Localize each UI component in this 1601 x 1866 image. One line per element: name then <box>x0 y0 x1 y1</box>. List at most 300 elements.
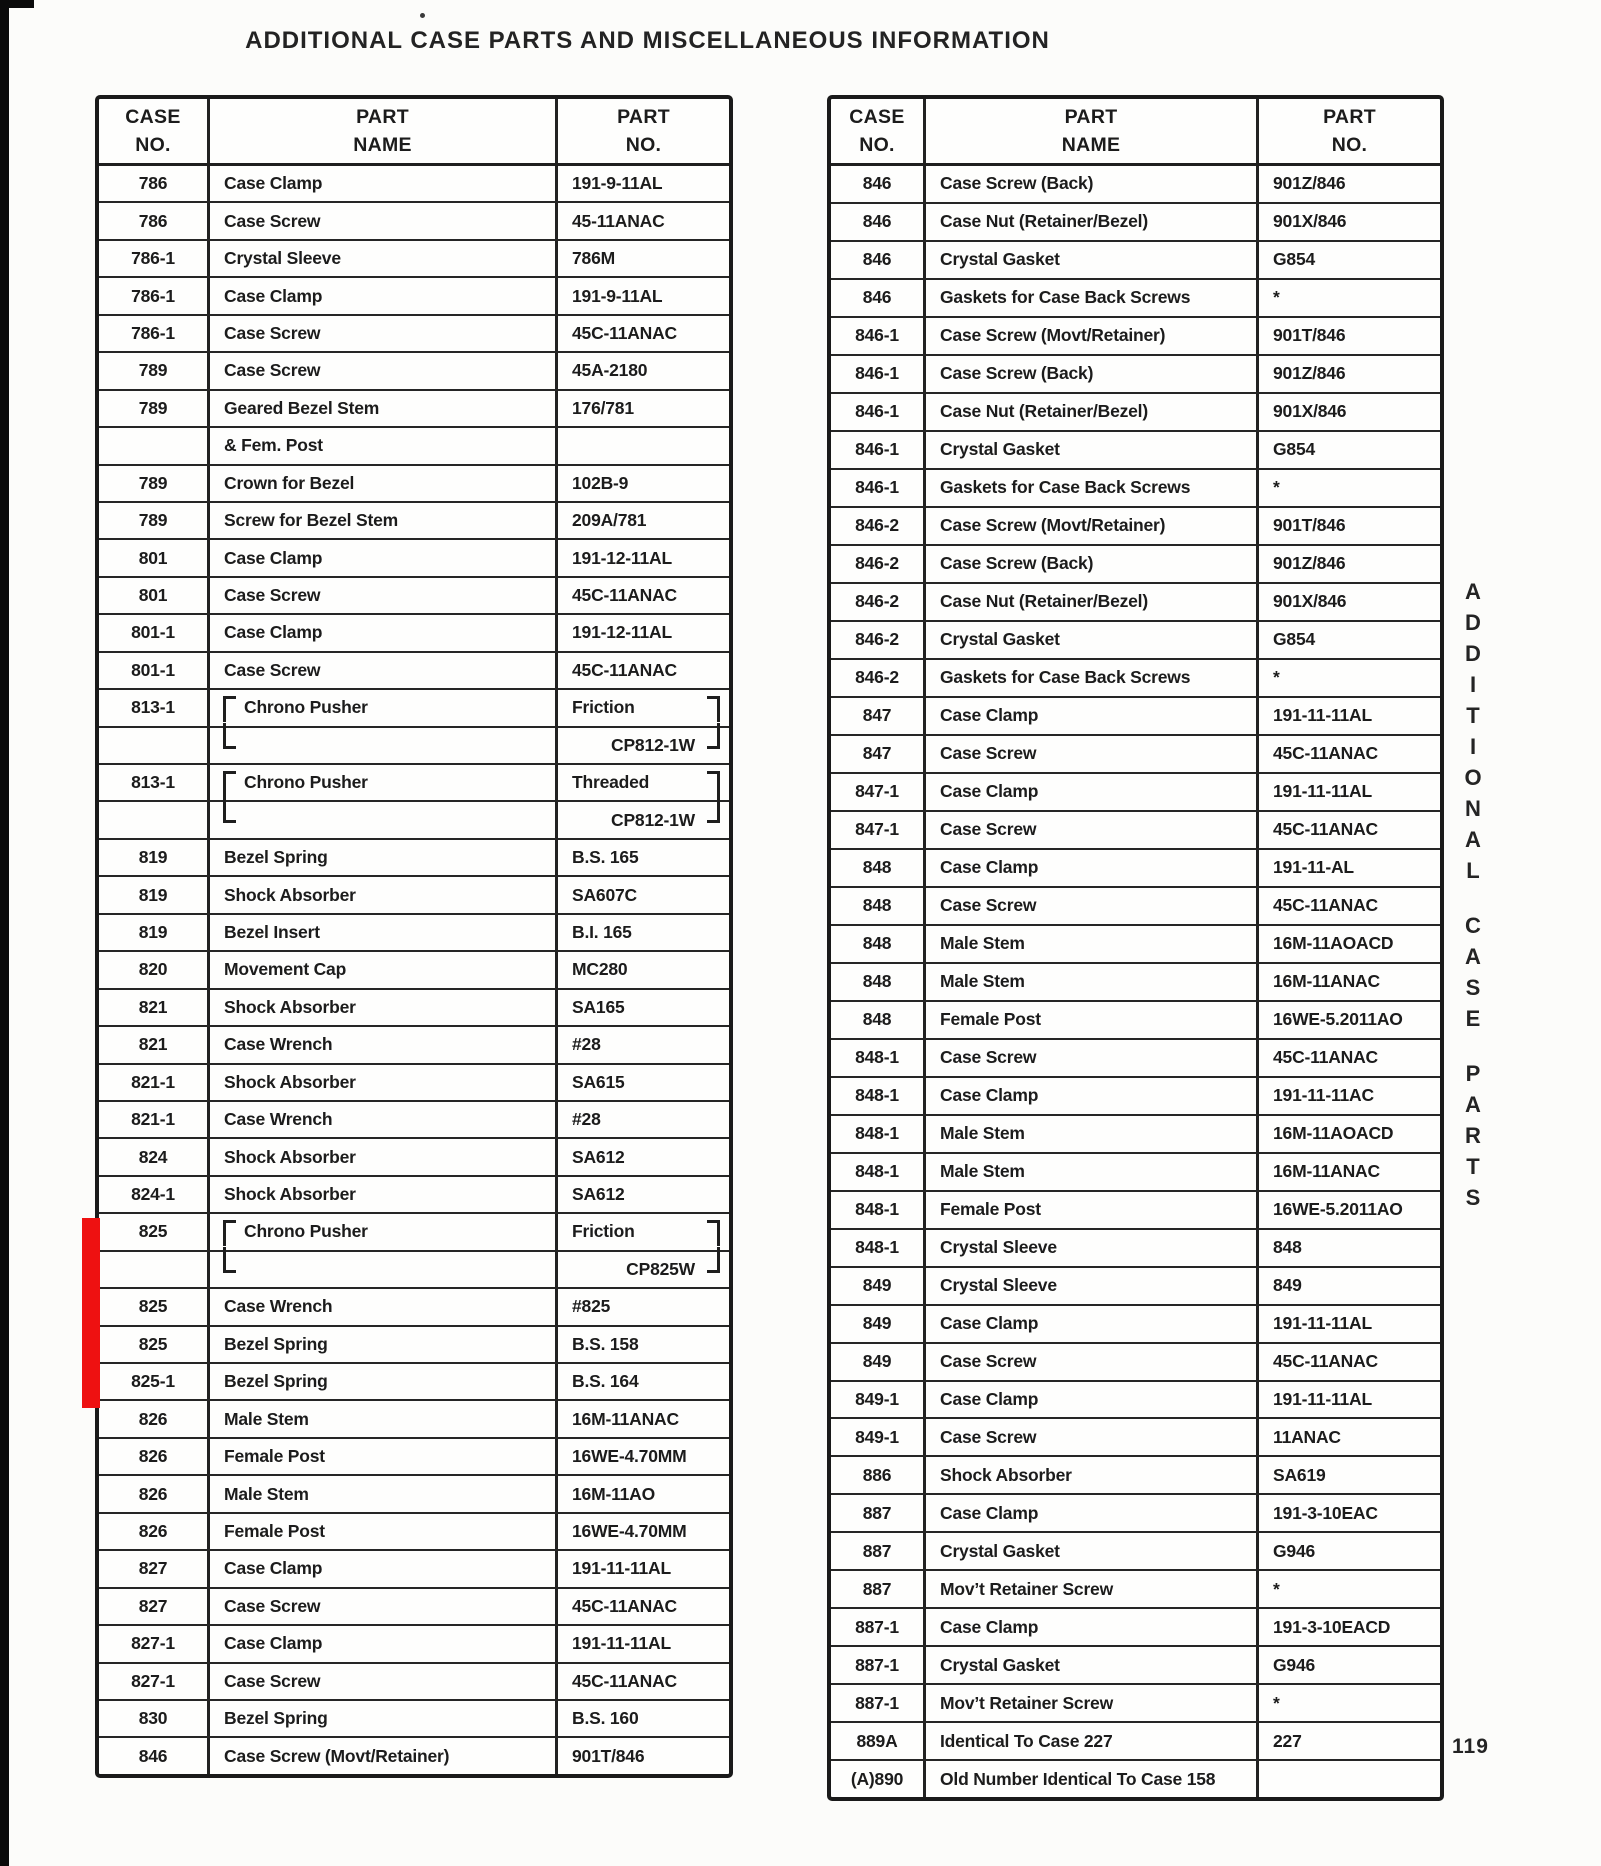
side-label-letter: A <box>1465 1092 1481 1117</box>
case-no-cell: 825 <box>99 1327 210 1362</box>
part-name-text: Male Stem <box>940 1123 1025 1144</box>
table-row <box>99 952 729 989</box>
part-name-text: Case Screw (Movt/Retainer) <box>224 1745 450 1766</box>
part-no-cell <box>1259 622 1440 658</box>
bracket-corner-icon <box>707 797 720 823</box>
table-row <box>99 915 729 952</box>
table-row <box>831 660 1440 698</box>
header-line: NAME <box>1061 134 1121 156</box>
part-name-text: Old Number Identical To Case 158 <box>940 1768 1216 1789</box>
part-no-text: 191-3-10EAC <box>1273 1502 1378 1523</box>
case-no-cell: 846 <box>831 280 926 316</box>
table-row <box>99 466 729 503</box>
part-no-cell <box>558 1214 729 1249</box>
part-no-text: 191-3-10EACD <box>1273 1616 1391 1637</box>
case-no-cell: 846 <box>831 242 926 278</box>
part-no-cell <box>1259 1002 1440 1038</box>
part-name-cell <box>926 242 1259 278</box>
part-no-cell <box>558 1065 729 1100</box>
part-name-cell <box>926 736 1259 772</box>
table-row <box>831 1457 1440 1495</box>
part-no-text: 11ANAC <box>1273 1426 1341 1447</box>
case-no-cell: 847 <box>831 698 926 734</box>
part-no-cell <box>558 203 729 238</box>
part-name-text: Case Screw (Back) <box>940 173 1094 194</box>
case-no-cell: 847 <box>831 736 926 772</box>
part-name-cell <box>926 1685 1259 1721</box>
table-row <box>99 1252 729 1289</box>
part-name-text: Case Screw (Back) <box>940 363 1094 384</box>
part-name-cell <box>210 166 558 201</box>
part-name-text: Crown for Bezel <box>224 472 355 493</box>
part-name-cell <box>210 840 558 875</box>
header-line: NO. <box>135 134 171 156</box>
header-line: CASE <box>125 105 181 128</box>
part-no-text: 901X/846 <box>1273 401 1347 422</box>
table-row <box>99 1514 729 1551</box>
part-no-cell <box>558 166 729 201</box>
part-no-text: 45C-11ANAC <box>572 1595 677 1616</box>
part-name-cell <box>926 1495 1259 1531</box>
case-no-cell: 825 <box>99 1214 210 1249</box>
table-row <box>99 278 729 315</box>
part-no-cell <box>558 1626 729 1661</box>
side-label-letter: A <box>1465 827 1481 852</box>
part-no-cell <box>558 503 729 538</box>
case-no-cell: 801 <box>99 540 210 575</box>
case-no-cell: 887-1 <box>831 1685 926 1721</box>
table-row <box>99 653 729 690</box>
side-label-letter: A <box>1465 944 1481 969</box>
part-no-cell <box>1259 1761 1440 1797</box>
part-name-text: Male Stem <box>940 1161 1025 1182</box>
part-no-text: 901X/846 <box>1273 211 1347 232</box>
part-name-text: Case Screw <box>940 1351 1037 1371</box>
part-no-text: * <box>1273 1578 1280 1599</box>
part-name-cell <box>926 964 1259 1000</box>
part-no-cell <box>1259 166 1440 202</box>
part-no-text: SA165 <box>572 996 625 1017</box>
table-row <box>831 394 1440 432</box>
case-no-cell <box>99 802 210 837</box>
part-name-cell <box>926 1647 1259 1683</box>
case-no-cell: 821 <box>99 1027 210 1062</box>
part-name-text: Case Nut (Retainer/Bezel) <box>940 591 1148 612</box>
part-no-text: 16WE-5.2011AO <box>1273 1199 1403 1220</box>
table-row <box>99 1401 729 1438</box>
part-no-cell <box>558 1139 729 1174</box>
part-no-cell <box>1259 736 1440 772</box>
part-name-text: Case Clamp <box>940 1085 1039 1106</box>
part-name-cell <box>210 578 558 613</box>
side-label-letter: E <box>1465 1006 1481 1031</box>
part-name-text: Female Post <box>940 1009 1041 1030</box>
part-name-text: Chrono Pusher <box>244 772 368 793</box>
part-name-cell <box>210 765 558 800</box>
part-no-text: 16M-11AOACD <box>1273 933 1394 954</box>
side-label-letter: N <box>1465 796 1481 821</box>
red-highlight-mark <box>82 1218 100 1408</box>
part-name-cell <box>926 1382 1259 1418</box>
part-name-text: Female Post <box>224 1446 325 1467</box>
bracket-corner-icon <box>223 1220 236 1246</box>
part-name-text: Case Screw (Back) <box>940 553 1094 574</box>
part-no-text: G946 <box>1273 1540 1316 1561</box>
part-name-cell <box>926 318 1259 354</box>
table-row <box>99 1701 729 1738</box>
table-row <box>99 990 729 1027</box>
part-no-text: 227 <box>1273 1730 1302 1751</box>
part-name-text: Male Stem <box>224 1483 309 1504</box>
part-name-text: Case Screw <box>224 360 321 381</box>
part-no-cell <box>558 690 729 725</box>
part-no-cell <box>1259 432 1440 468</box>
part-name-text: Shock Absorber <box>940 1464 1072 1485</box>
case-no-cell: 847-1 <box>831 812 926 848</box>
case-no-cell: 801 <box>99 578 210 613</box>
part-no-cell <box>1259 470 1440 506</box>
part-no-text: 191-11-11AL <box>1273 1313 1372 1334</box>
part-name-cell <box>210 1514 558 1549</box>
table-row <box>99 1476 729 1513</box>
side-label-letter: A <box>1465 579 1481 604</box>
part-name-cell <box>926 888 1259 924</box>
part-name-cell <box>210 428 558 463</box>
part-name-cell <box>210 1027 558 1062</box>
part-no-text: 16WE-4.70MM <box>572 1520 687 1541</box>
part-no-cell <box>1259 1230 1440 1266</box>
table-row <box>99 615 729 652</box>
part-no-cell <box>558 615 729 650</box>
part-name-text: Identical To Case 227 <box>940 1730 1113 1751</box>
table-row <box>99 1589 729 1626</box>
case-no-cell: 848 <box>831 850 926 886</box>
table-row <box>99 578 729 615</box>
side-label-letter: S <box>1465 1185 1481 1210</box>
part-name-text: Case Screw <box>224 659 321 680</box>
part-no-cell <box>1259 1116 1440 1152</box>
part-no-cell <box>558 466 729 501</box>
part-no-text: G854 <box>1273 629 1316 650</box>
part-no-cell <box>1259 508 1440 544</box>
part-name-cell <box>210 203 558 238</box>
part-name-cell <box>926 1154 1259 1190</box>
part-name-text: Crystal Sleeve <box>940 1275 1057 1296</box>
case-no-cell: 846-1 <box>831 432 926 468</box>
table-row <box>99 241 729 278</box>
part-no-cell <box>558 428 729 463</box>
table-row <box>831 1495 1440 1533</box>
part-name-cell <box>210 990 558 1025</box>
part-no-text: 901T/846 <box>1273 515 1346 536</box>
case-no-cell: 824-1 <box>99 1177 210 1212</box>
part-no-text: 45C-11ANAC <box>572 322 677 343</box>
table-row <box>831 1419 1440 1457</box>
part-name-text: Bezel Spring <box>224 1333 328 1354</box>
table-row <box>99 1214 729 1251</box>
part-no-cell <box>558 278 729 313</box>
table-row <box>99 353 729 390</box>
part-name-text: Case Screw (Movt/Retainer) <box>940 515 1166 536</box>
case-no-cell: 848-1 <box>831 1078 926 1114</box>
case-no-cell: 846-2 <box>831 660 926 696</box>
table-row <box>99 802 729 839</box>
part-name-text: Case Clamp <box>940 705 1039 726</box>
part-no-cell <box>1259 204 1440 240</box>
table-row <box>831 546 1440 584</box>
part-no-text: 209A/781 <box>572 510 647 531</box>
part-no-cell <box>558 728 729 763</box>
part-no-text: SA615 <box>572 1071 625 1092</box>
case-no-cell: 846 <box>99 1738 210 1773</box>
part-name-text: Case Clamp <box>224 622 323 643</box>
case-no-cell: 789 <box>99 391 210 426</box>
table-row <box>99 1027 729 1064</box>
part-no-cell <box>1259 1571 1440 1607</box>
part-name-cell <box>926 432 1259 468</box>
side-label-letter: R <box>1465 1123 1481 1148</box>
part-no-cell <box>558 241 729 276</box>
part-name-text: Case Clamp <box>940 781 1039 802</box>
table-row <box>831 318 1440 356</box>
case-no-cell: 826 <box>99 1439 210 1474</box>
case-no-cell: 849 <box>831 1268 926 1304</box>
part-no-cell <box>1259 394 1440 430</box>
case-no-cell: 886 <box>831 1457 926 1493</box>
part-no-cell <box>1259 660 1440 696</box>
part-no-text: 45C-11ANAC <box>1273 819 1378 840</box>
table-row <box>99 316 729 353</box>
part-no-cell <box>1259 242 1440 278</box>
part-name-text: Movement Cap <box>224 959 347 980</box>
part-no-cell <box>1259 1457 1440 1493</box>
part-no-text: B.S. 158 <box>572 1333 639 1354</box>
table-row <box>99 1664 729 1701</box>
part-name-text: Case Wrench <box>224 1034 333 1055</box>
case-no-cell: 848 <box>831 1002 926 1038</box>
part-name-cell <box>926 394 1259 430</box>
case-no-cell: 846 <box>831 204 926 240</box>
part-no-text: CP812-1W <box>611 809 695 830</box>
part-no-text: * <box>1273 287 1280 308</box>
side-label-letter: L <box>1466 858 1480 883</box>
part-name-text: Case Nut (Retainer/Bezel) <box>940 401 1148 422</box>
part-no-text: 45C-11ANAC <box>1273 895 1378 916</box>
part-name-cell <box>210 615 558 650</box>
table-rows <box>99 166 729 1774</box>
part-no-cell <box>558 578 729 613</box>
part-no-text: 191-9-11AL <box>572 173 663 194</box>
part-name-text: Case Screw <box>940 743 1037 764</box>
part-no-text: 16M-11ANAC <box>1273 1161 1380 1182</box>
part-name-cell <box>926 1419 1259 1455</box>
table-row <box>99 166 729 203</box>
column-header-case-no <box>831 99 926 163</box>
part-name-text: Shock Absorber <box>224 884 356 905</box>
scan-edge-strip <box>0 0 9 1866</box>
part-name-text: Male Stem <box>224 1408 309 1429</box>
part-name-text: Case Clamp <box>224 285 323 306</box>
table-row <box>99 391 729 428</box>
part-no-cell <box>1259 1419 1440 1455</box>
part-name-cell <box>926 280 1259 316</box>
side-tab-label <box>1455 576 1491 1213</box>
table-row <box>831 470 1440 508</box>
case-parts-table-right <box>827 95 1444 1801</box>
part-name-text: Case Clamp <box>940 1502 1039 1523</box>
part-no-cell <box>1259 1685 1440 1721</box>
part-name-cell <box>926 1040 1259 1076</box>
part-no-text: 16WE-4.70MM <box>572 1446 687 1467</box>
part-no-cell <box>1259 356 1440 392</box>
part-no-text: * <box>1273 667 1280 688</box>
part-name-cell <box>926 584 1259 620</box>
part-no-text: 191-9-11AL <box>572 285 663 306</box>
case-no-cell: 846-1 <box>831 470 926 506</box>
part-no-cell <box>1259 1078 1440 1114</box>
header-line: PART <box>1323 105 1376 128</box>
table-row <box>831 508 1440 546</box>
part-name-text: Case Screw <box>940 1047 1037 1068</box>
part-name-cell <box>926 1571 1259 1607</box>
part-name-text: Crystal Gasket <box>940 1540 1060 1561</box>
part-name-cell <box>210 466 558 501</box>
table-row <box>99 1102 729 1139</box>
column-header-part-no <box>1259 99 1440 163</box>
part-no-cell <box>1259 850 1440 886</box>
part-no-cell <box>1259 584 1440 620</box>
table-row <box>831 888 1440 926</box>
part-no-text: 16M-11AO <box>572 1483 656 1504</box>
part-no-text: 45C-11ANAC <box>572 1670 677 1691</box>
bracket-corner-icon <box>223 1247 236 1273</box>
table-row <box>99 1738 729 1773</box>
page-title: ADDITIONAL CASE PARTS AND MISCELLANEOUS INFORMATION <box>245 27 1050 54</box>
table-row <box>831 356 1440 394</box>
table-row <box>831 1230 1440 1268</box>
part-name-cell <box>210 1439 558 1474</box>
part-no-cell <box>1259 926 1440 962</box>
case-no-cell: 826 <box>99 1514 210 1549</box>
part-name-cell <box>210 391 558 426</box>
part-no-cell <box>558 1589 729 1624</box>
part-name-text: Gaskets for Case Back Screws <box>940 477 1191 498</box>
part-name-text: Case Nut (Retainer/Bezel) <box>940 211 1148 232</box>
case-no-cell: 827 <box>99 1589 210 1624</box>
case-no-cell: 819 <box>99 915 210 950</box>
part-no-text: B.I. 165 <box>572 921 632 942</box>
part-no-text: 45C-11ANAC <box>572 585 677 606</box>
part-name-text: Case Screw <box>224 210 321 231</box>
table-row <box>831 1192 1440 1230</box>
header-line: CASE <box>849 105 905 128</box>
part-no-text: 848 <box>1273 1237 1302 1258</box>
part-no-cell <box>558 1439 729 1474</box>
part-name-cell <box>926 622 1259 658</box>
part-name-cell <box>210 1664 558 1699</box>
table-row <box>831 1533 1440 1571</box>
case-no-cell: 786 <box>99 203 210 238</box>
part-name-cell <box>926 812 1259 848</box>
part-no-cell <box>558 1551 729 1586</box>
case-no-cell <box>99 728 210 763</box>
part-name-text: Case Clamp <box>224 1558 323 1579</box>
table-row <box>99 1551 729 1588</box>
part-no-cell <box>1259 318 1440 354</box>
part-no-text: MC280 <box>572 959 628 980</box>
part-no-text: 901Z/846 <box>1273 553 1346 574</box>
table-row <box>831 1268 1440 1306</box>
part-no-text: Friction <box>572 1221 635 1242</box>
table-row <box>99 840 729 877</box>
part-name-cell <box>926 1533 1259 1569</box>
part-name-text: Case Screw (Movt/Retainer) <box>940 325 1166 346</box>
bracket-corner-icon <box>223 696 236 722</box>
part-no-text: 191-11-11AL <box>1273 781 1372 802</box>
case-no-cell <box>99 428 210 463</box>
part-no-cell <box>1259 1495 1440 1531</box>
table-row <box>831 1040 1440 1078</box>
part-name-text: Case Clamp <box>940 1388 1039 1409</box>
part-name-cell <box>926 546 1259 582</box>
part-no-text: Friction <box>572 697 635 718</box>
part-name-cell <box>926 1002 1259 1038</box>
case-no-cell: 889A <box>831 1723 926 1759</box>
column-header-part-no <box>558 99 729 163</box>
part-name-text: Bezel Insert <box>224 921 320 942</box>
part-no-cell <box>1259 1723 1440 1759</box>
part-name-text: Shock Absorber <box>224 1146 356 1167</box>
part-no-text: 45C-11ANAC <box>1273 1047 1378 1068</box>
part-name-cell <box>210 1476 558 1511</box>
part-no-text: B.S. 164 <box>572 1371 639 1392</box>
part-name-cell <box>926 356 1259 392</box>
table-row <box>99 690 729 727</box>
case-no-cell: 887-1 <box>831 1609 926 1645</box>
bracket-corner-icon <box>707 696 720 722</box>
table-row <box>831 1761 1440 1797</box>
part-no-text: #28 <box>572 1034 601 1055</box>
side-label-letter: D <box>1465 610 1481 635</box>
part-name-cell <box>210 1214 558 1249</box>
part-no-text: 176/781 <box>572 397 634 418</box>
part-no-text: SA607C <box>572 884 637 905</box>
part-name-cell <box>926 660 1259 696</box>
case-no-cell: 887 <box>831 1495 926 1531</box>
scan-edge-corner <box>0 0 34 8</box>
part-name-text: Case Clamp <box>224 547 323 568</box>
part-name-cell <box>210 1289 558 1324</box>
case-no-cell: 786-1 <box>99 241 210 276</box>
case-no-cell: 801-1 <box>99 615 210 650</box>
table-rows <box>831 166 1440 1797</box>
part-no-cell <box>558 1701 729 1736</box>
part-name-cell <box>210 1139 558 1174</box>
part-name-text: Crystal Gasket <box>940 1654 1060 1675</box>
bracket-corner-icon <box>223 797 236 823</box>
part-name-text: Crystal Sleeve <box>940 1237 1057 1258</box>
bracket-corner-icon <box>707 723 720 749</box>
table-row <box>831 1723 1440 1761</box>
part-name-text: Case Screw <box>224 322 321 343</box>
table-row <box>99 1626 729 1663</box>
part-name-cell <box>210 1065 558 1100</box>
part-no-cell <box>558 952 729 987</box>
column-header-part-name <box>926 99 1259 163</box>
case-no-cell: 848 <box>831 926 926 962</box>
part-name-cell <box>926 1457 1259 1493</box>
part-no-cell <box>1259 1344 1440 1380</box>
